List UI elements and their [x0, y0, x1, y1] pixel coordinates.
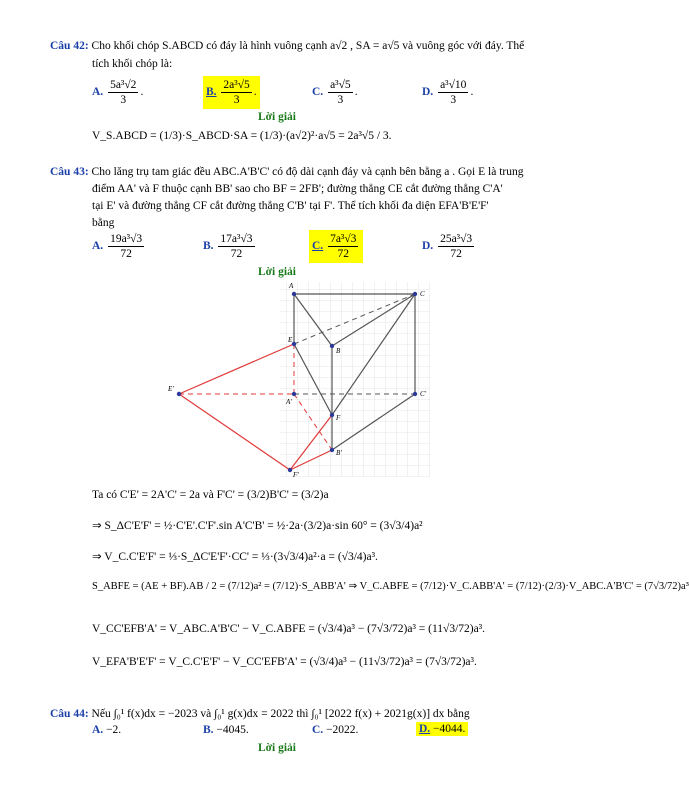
- q43-step-6: V_EFA'B'E'F' = V_C.C'E'F' − V_CC'EFB'A' = (√3/4)a³ − (11√3/72)a³ = (7√3/72)a³.: [92, 656, 477, 668]
- q43-text4: bằng: [92, 217, 115, 229]
- q43-line1: [50, 164, 523, 180]
- q43-option-a[interactable]: [92, 232, 146, 261]
- q44-option-c[interactable]: [312, 724, 358, 736]
- option-num: 17a³√3: [220, 233, 253, 245]
- option-letter: C.: [312, 724, 324, 736]
- label-c: C: [420, 290, 425, 298]
- q43-step-5: V_CC'EFB'A' = V_ABC.A'B'C' − V_C.ABFE = (√3/4)a³ − (7√3/72)a³ = (11√3/72)a³.: [92, 623, 486, 635]
- option-letter: C.: [312, 86, 324, 99]
- option-value: −4045.: [216, 724, 249, 736]
- red-epfp: [179, 394, 290, 470]
- red-epe: [179, 344, 294, 394]
- q43-label: Câu 43:: [50, 166, 89, 178]
- option-letter: C.: [312, 240, 324, 253]
- label-bp: B': [336, 449, 342, 457]
- option-letter: D.: [422, 86, 434, 99]
- option-den: 72: [450, 248, 462, 260]
- q42-option-b[interactable]: [203, 76, 260, 109]
- q44-option-b[interactable]: [203, 724, 249, 736]
- q44-solution-header: Lời giải: [258, 742, 296, 754]
- option-num: 5a³√2: [110, 79, 137, 91]
- q43-option-c[interactable]: [309, 230, 363, 263]
- q42-line1: [50, 38, 524, 54]
- option-den: 72: [337, 248, 349, 260]
- option-letter: B.: [203, 724, 214, 736]
- q43-solution-header: Lời giải: [258, 266, 296, 278]
- option-den: 3: [233, 94, 240, 106]
- option-letter: A.: [92, 86, 104, 99]
- q43-step-4: S_ABFE = (AE + BF).AB / 2 = (7/12)a² = (7/12)·S_ABB'A' ⇒ V_C.ABFE = (7/12)·V_C.ABB'A' = (7/12)·(2/3)·V_ABC.A'B'C' = (7√3/72)a³: [92, 581, 689, 592]
- q44-option-d[interactable]: [416, 722, 468, 736]
- option-tail: .: [470, 86, 474, 99]
- q43-step-1: Ta có C'E' = 2A'C' = 2a và F'C' = (3/2)B'C' = (3/2)a: [92, 489, 329, 501]
- q43-option-d[interactable]: [422, 232, 476, 261]
- q43-text2: điểm AA' và F thuộc cạnh BB' sao cho BF = 2FB'; đường thẳng CE cắt đường thẳng C'A': [92, 183, 503, 195]
- q44-line1: [50, 706, 470, 722]
- option-num: 19a³√3: [110, 233, 143, 245]
- option-value: −2.: [106, 724, 122, 736]
- option-letter: B.: [206, 86, 217, 99]
- option-num: a³√10: [440, 79, 467, 91]
- option-letter: A.: [92, 240, 104, 253]
- option-letter: D.: [419, 723, 431, 735]
- q42-label: Câu 42:: [50, 40, 89, 52]
- q43-option-b[interactable]: [203, 232, 257, 261]
- option-value: −2022.: [326, 724, 359, 736]
- option-num: 25a³√3: [440, 233, 473, 245]
- label-ep: E': [168, 385, 174, 393]
- q42-option-d[interactable]: [422, 78, 473, 107]
- option-tail: .: [140, 86, 144, 99]
- label-ap: A': [286, 398, 292, 406]
- q43-step-3: ⇒ V_C.C'E'F' = ⅓·S_ΔC'E'F'·CC' = ⅓·(3√3/4)a²·a = (√3/4)a³.: [92, 551, 378, 563]
- option-den: 3: [450, 94, 457, 106]
- q44-label: Câu 44:: [50, 708, 89, 720]
- q42-solution-header: Lời giải: [258, 111, 296, 123]
- option-den: 3: [120, 94, 127, 106]
- q42-solution: V_S.ABCD = (1/3)·S_ABCD·SA = (1/3)·(a√2)²·a√5 = 2a³√5 / 3.: [92, 130, 392, 142]
- option-letter: D.: [422, 240, 434, 253]
- option-value: −4044.: [433, 723, 466, 735]
- option-num: 7a³√3: [330, 233, 357, 245]
- label-fp: F': [293, 471, 299, 479]
- option-den: 3: [337, 94, 344, 106]
- option-letter: A.: [92, 724, 104, 736]
- q42-option-c[interactable]: [312, 78, 358, 107]
- label-b: B: [336, 347, 341, 355]
- q42-text2: tích khối chóp là:: [92, 58, 173, 70]
- option-num: a³√5: [330, 79, 351, 91]
- q44-text: Nếu ∫₀¹ f(x)dx = −2023 và ∫₀¹ g(x)dx = 2022 thì ∫₀¹ [2022 f(x) + 2021g(x)] dx bằng: [91, 708, 470, 720]
- option-tail: .: [354, 86, 358, 99]
- q43-step-2: ⇒ S_ΔC'E'F' = ½·C'E'.C'F'.sin A'C'B' = ½·2a·(3/2)a·sin 60° = (3√3/4)a²: [92, 520, 423, 532]
- option-tail: .: [253, 86, 257, 99]
- label-f: F: [336, 414, 341, 422]
- option-den: 72: [230, 248, 243, 260]
- grid-background: [280, 282, 430, 477]
- q44-option-a[interactable]: [92, 724, 121, 736]
- q42-option-a[interactable]: [92, 78, 143, 107]
- q43-text3: tại E' và đường thẳng CF cắt đường thẳng C'B' tại F'. Thể tích khối đa diện EFA'B'E'F': [92, 200, 489, 212]
- option-den: 72: [120, 248, 132, 260]
- q42-text1: Cho khối chóp S.ABCD có đáy là hình vuông cạnh a√2 , SA = a√5 và vuông góc với đáy. Thể: [91, 40, 525, 52]
- label-a: A: [289, 282, 294, 290]
- label-e: E: [288, 336, 293, 344]
- q43-text1: Cho lăng trụ tam giác đều ABC.A'B'C' có độ dài cạnh đáy và cạnh bên bằng a . Gọi E là trung: [91, 166, 524, 178]
- label-cp: C': [420, 390, 427, 398]
- option-num: 2a³√5: [223, 79, 250, 91]
- prism-figure: [165, 278, 445, 478]
- option-letter: B.: [203, 240, 214, 253]
